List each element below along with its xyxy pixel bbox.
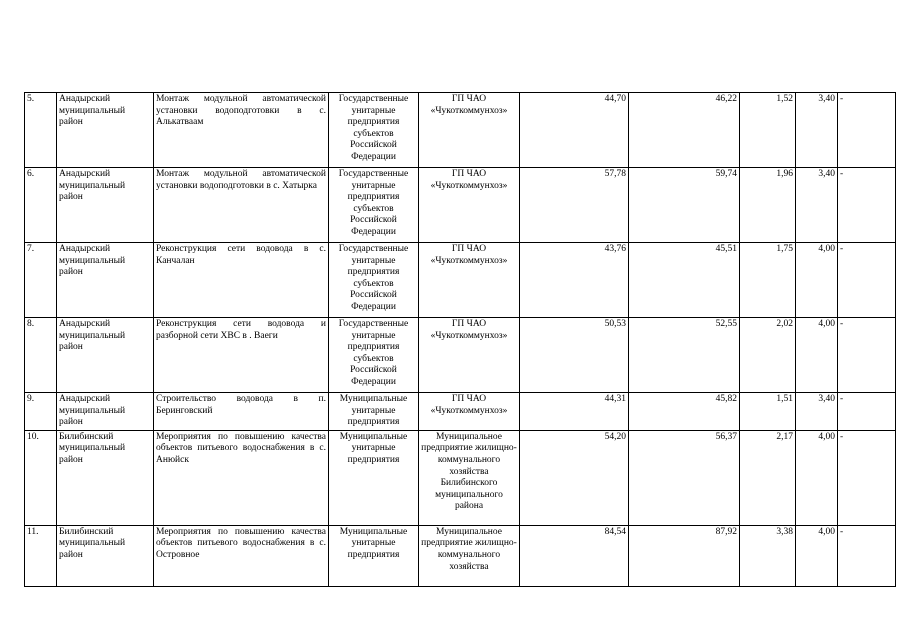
value-2-cell: 45,51	[629, 243, 740, 318]
row-number: 5.	[25, 93, 57, 168]
value-4-cell: 4,00	[796, 525, 838, 586]
value-2-cell: 52,55	[629, 318, 740, 393]
value-1-cell: 84,54	[520, 525, 629, 586]
work-description-cell: Монтаж модульной автоматической установки водоподготовки в с. Хатырка	[154, 168, 329, 243]
enterprise-type-cell: Государственные унитарные предприятия субъектов Российской Федерации	[329, 318, 419, 393]
value-2-cell: 45,82	[629, 393, 740, 431]
enterprise-type-cell: Государственные унитарные предприятия субъектов Российской Федерации	[329, 243, 419, 318]
row-number: 8.	[25, 318, 57, 393]
row-number: 6.	[25, 168, 57, 243]
table-row	[25, 243, 896, 318]
organization-cell: ГП ЧАО «Чукоткоммунхоз»	[419, 318, 520, 393]
enterprise-type-cell: Муниципальные унитарные предприятия	[329, 525, 419, 586]
district-cell: Анадырский муниципальный район	[57, 93, 154, 168]
table-row	[25, 430, 896, 525]
work-description-cell: Мероприятия по повышению качества объектов питьевого водоснабжения в с. Анюйск	[154, 430, 329, 525]
value-4-cell: 4,00	[796, 430, 838, 525]
district-cell: Анадырский муниципальный район	[57, 393, 154, 431]
note-cell: -	[838, 430, 896, 525]
value-4-cell: 3,40	[796, 93, 838, 168]
note-cell: -	[838, 243, 896, 318]
table-row	[25, 168, 896, 243]
value-2-cell: 87,92	[629, 525, 740, 586]
value-1-cell: 44,70	[520, 93, 629, 168]
table-row	[25, 318, 896, 393]
row-number: 10.	[25, 430, 57, 525]
organization-cell: ГП ЧАО «Чукоткоммунхоз»	[419, 393, 520, 431]
district-cell: Анадырский муниципальный район	[57, 168, 154, 243]
table-row	[25, 525, 896, 586]
value-4-cell: 3,40	[796, 393, 838, 431]
value-2-cell: 56,37	[629, 430, 740, 525]
enterprise-type-cell: Муниципальные унитарные предприятия	[329, 393, 419, 431]
district-cell: Анадырский муниципальный район	[57, 243, 154, 318]
enterprise-type-cell: Государственные унитарные предприятия субъектов Российской Федерации	[329, 93, 419, 168]
row-number: 9.	[25, 393, 57, 431]
work-description-cell: Строительство водовода в п. Беринговский	[154, 393, 329, 431]
value-3-cell: 1,96	[740, 168, 796, 243]
value-3-cell: 2,02	[740, 318, 796, 393]
value-4-cell: 4,00	[796, 243, 838, 318]
organization-cell: Муниципальное предприятие жилищно-коммунального хозяйства Билибинского муниципального района	[419, 430, 520, 525]
value-4-cell: 3,40	[796, 168, 838, 243]
work-description-cell: Реконструкция сети водовода и разборной сети ХВС в . Ваеги	[154, 318, 329, 393]
value-4-cell: 4,00	[796, 318, 838, 393]
enterprise-type-cell: Муниципальные унитарные предприятия	[329, 430, 419, 525]
value-2-cell: 46,22	[629, 93, 740, 168]
work-description-cell: Реконструкция сети водовода в с. Канчалан	[154, 243, 329, 318]
note-cell: -	[838, 318, 896, 393]
organization-cell: ГП ЧАО «Чукоткоммунхоз»	[419, 243, 520, 318]
value-3-cell: 2,17	[740, 430, 796, 525]
value-3-cell: 1,75	[740, 243, 796, 318]
district-cell: Билибинский муниципальный район	[57, 525, 154, 586]
value-3-cell: 3,38	[740, 525, 796, 586]
enterprise-type-cell: Государственные унитарные предприятия субъектов Российской Федерации	[329, 168, 419, 243]
value-1-cell: 57,78	[520, 168, 629, 243]
district-cell: Билибинский муниципальный район	[57, 430, 154, 525]
value-1-cell: 54,20	[520, 430, 629, 525]
table-row	[25, 393, 896, 431]
work-description-cell: Монтаж модульной автоматической установки водоподготовки в с. Алькатваам	[154, 93, 329, 168]
investment-table	[24, 92, 896, 587]
value-3-cell: 1,51	[740, 393, 796, 431]
value-1-cell: 43,76	[520, 243, 629, 318]
row-number: 7.	[25, 243, 57, 318]
value-2-cell: 59,74	[629, 168, 740, 243]
organization-cell: ГП ЧАО «Чукоткоммунхоз»	[419, 93, 520, 168]
note-cell: -	[838, 93, 896, 168]
value-1-cell: 50,53	[520, 318, 629, 393]
note-cell: -	[838, 393, 896, 431]
value-1-cell: 44,31	[520, 393, 629, 431]
work-description-cell: Мероприятия по повышению качества объектов питьевого водоснабжения в с. Островное	[154, 525, 329, 586]
note-cell: -	[838, 525, 896, 586]
table-row	[25, 93, 896, 168]
organization-cell: ГП ЧАО «Чукоткоммунхоз»	[419, 168, 520, 243]
organization-cell: Муниципальное предприятие жилищно-коммунального хозяйства	[419, 525, 520, 586]
note-cell: -	[838, 168, 896, 243]
row-number: 11.	[25, 525, 57, 586]
district-cell: Анадырский муниципальный район	[57, 318, 154, 393]
value-3-cell: 1,52	[740, 93, 796, 168]
